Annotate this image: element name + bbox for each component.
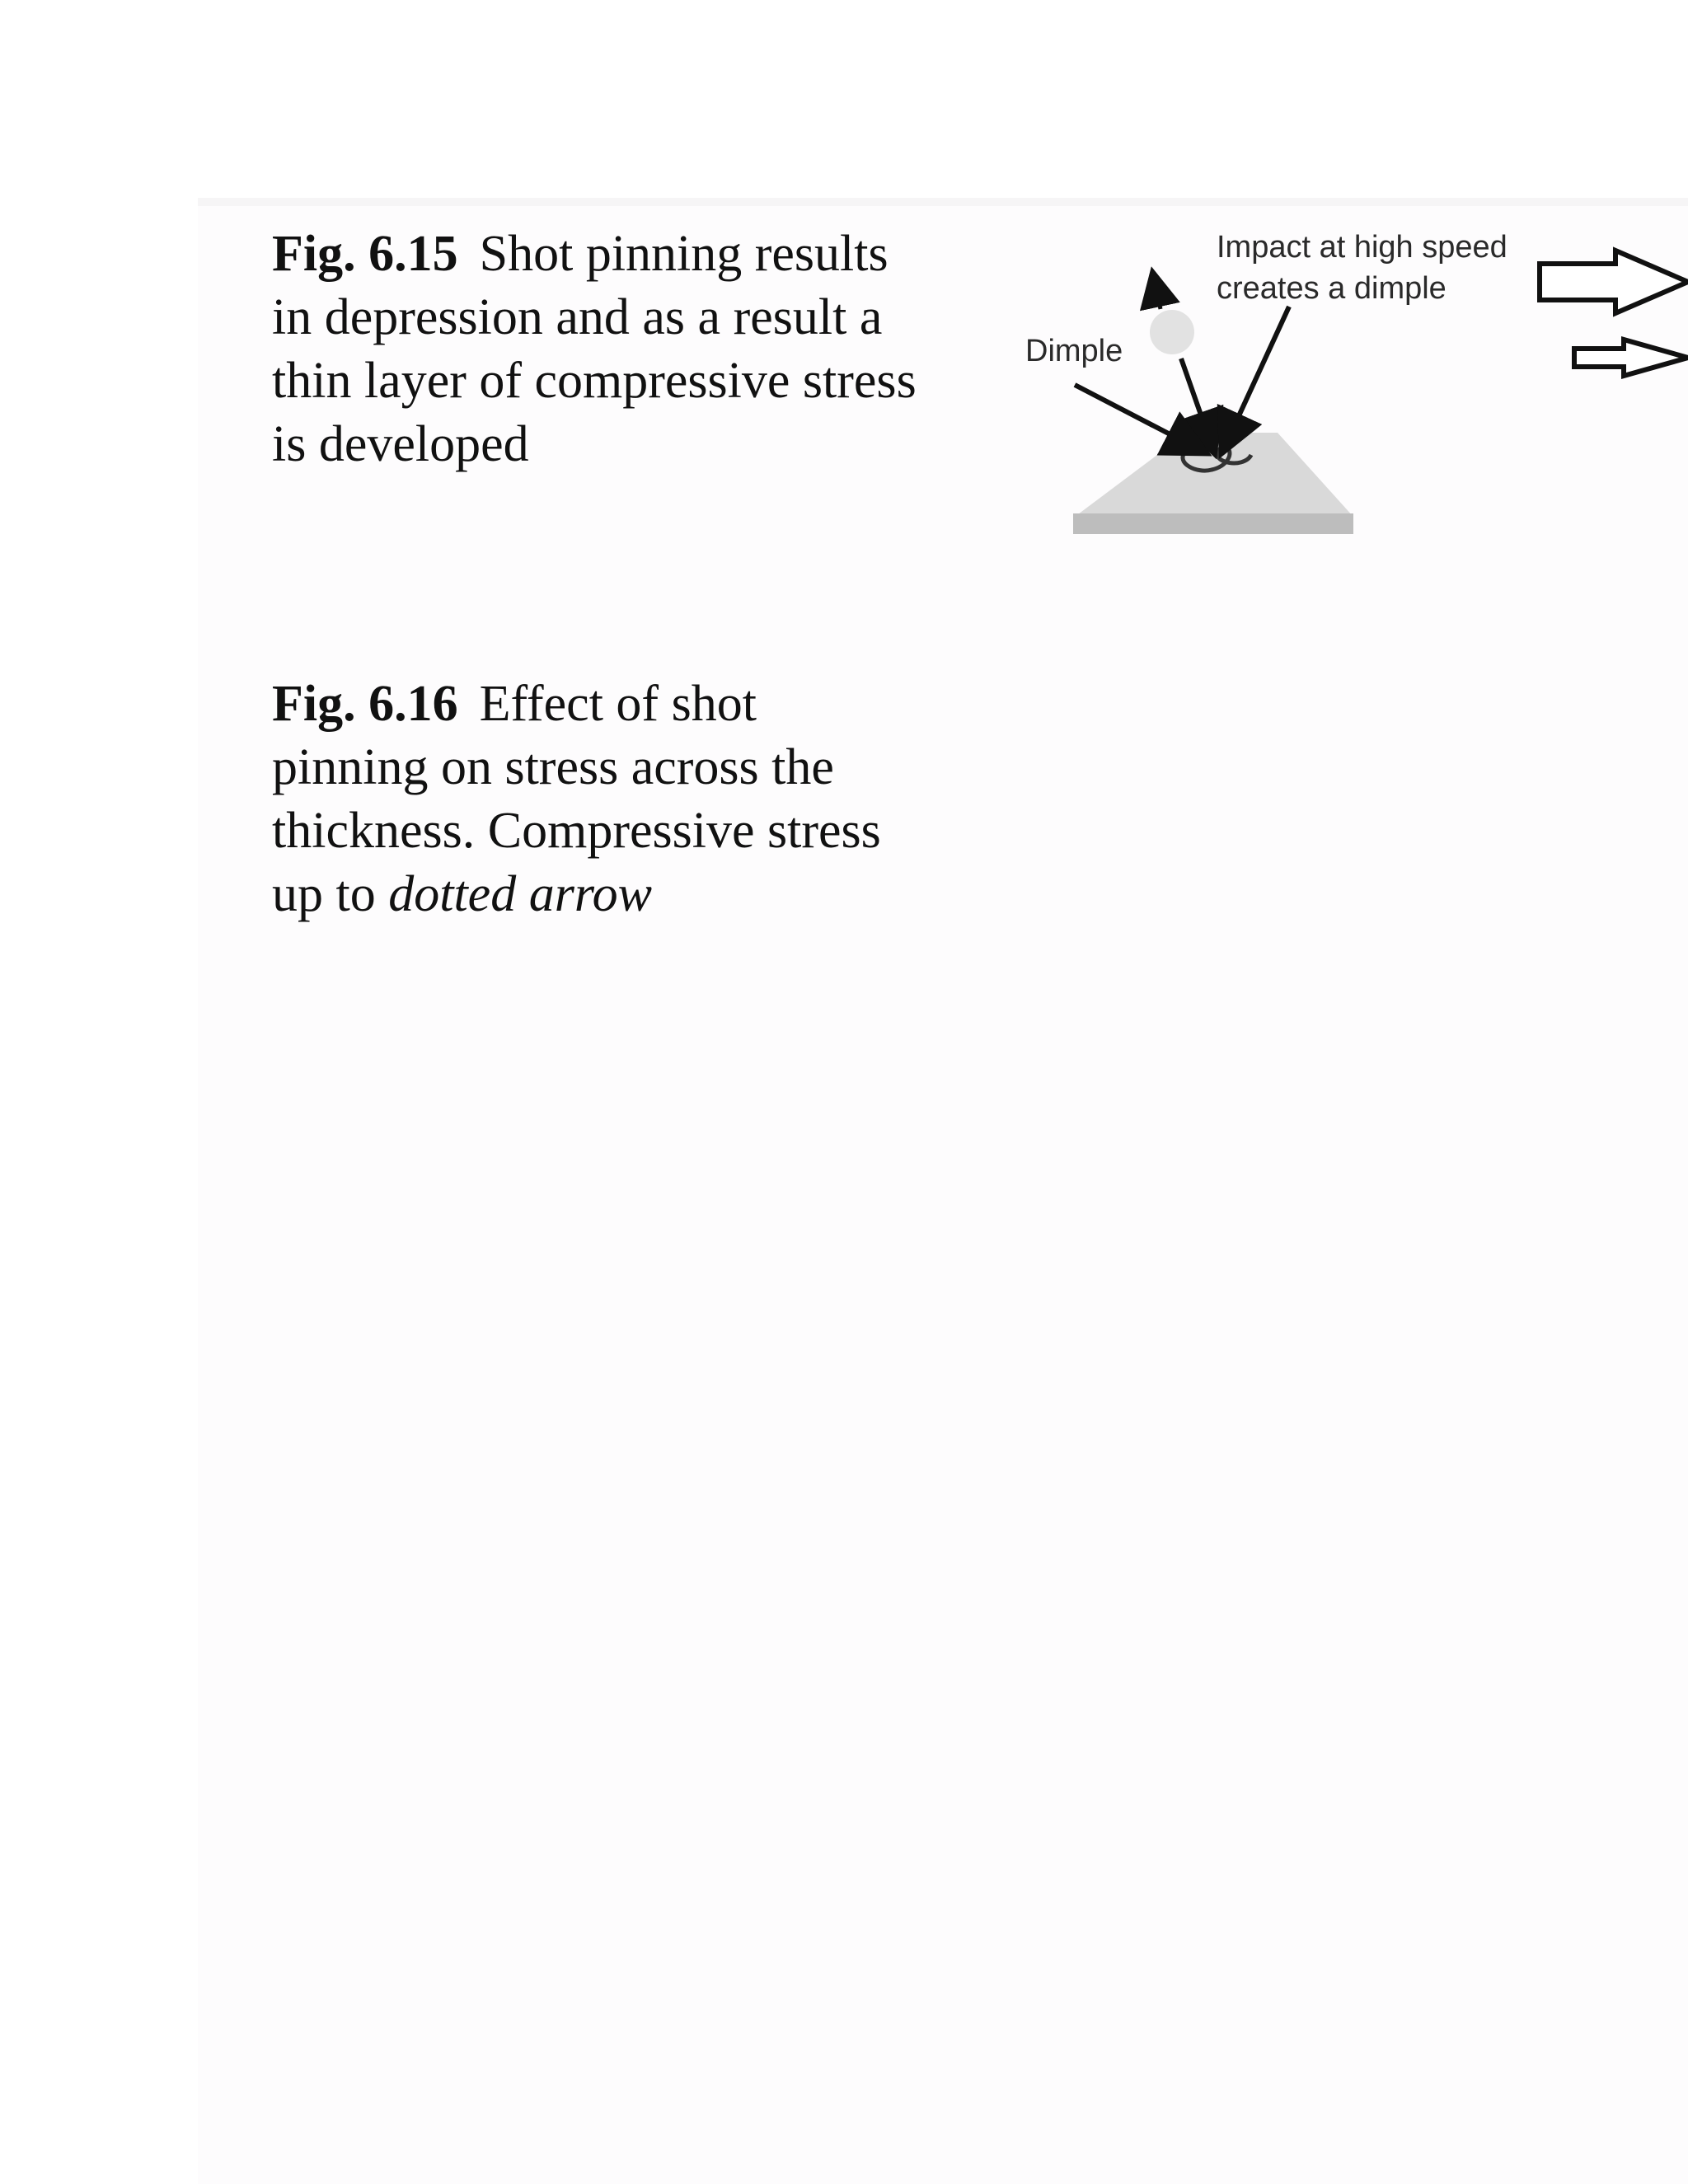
shot-pinning-diagram xyxy=(989,214,1688,560)
rebound-arrow xyxy=(1153,274,1160,309)
impact-label-line2: creates a dimple xyxy=(1217,271,1447,306)
shot-ball xyxy=(1150,310,1194,354)
figure-caption-6-15 xyxy=(272,223,923,476)
substrate-base xyxy=(1073,513,1353,534)
caption-text: Shot pinning results in depression and as a result a thin layer of compressive stress is developed xyxy=(272,226,917,472)
figure-label: Fig. 6.15 xyxy=(272,226,458,282)
dimple-pointer-arrow xyxy=(1075,385,1203,452)
impact-label-line1: Impact at high speed xyxy=(1217,230,1507,265)
impact-arrow-right xyxy=(1223,307,1289,450)
caption-text: Effect of shot pinning on stress across the thickness. Compressive stress up to xyxy=(272,676,881,922)
stress-arrow-small xyxy=(1574,340,1688,376)
dimple-label: Dimple xyxy=(1025,334,1123,368)
stress-arrow-large xyxy=(1540,251,1688,313)
figure-label: Fig. 6.16 xyxy=(272,676,458,732)
figure-caption-6-16 xyxy=(272,673,923,926)
caption-italic-text: dotted arrow xyxy=(388,866,653,922)
